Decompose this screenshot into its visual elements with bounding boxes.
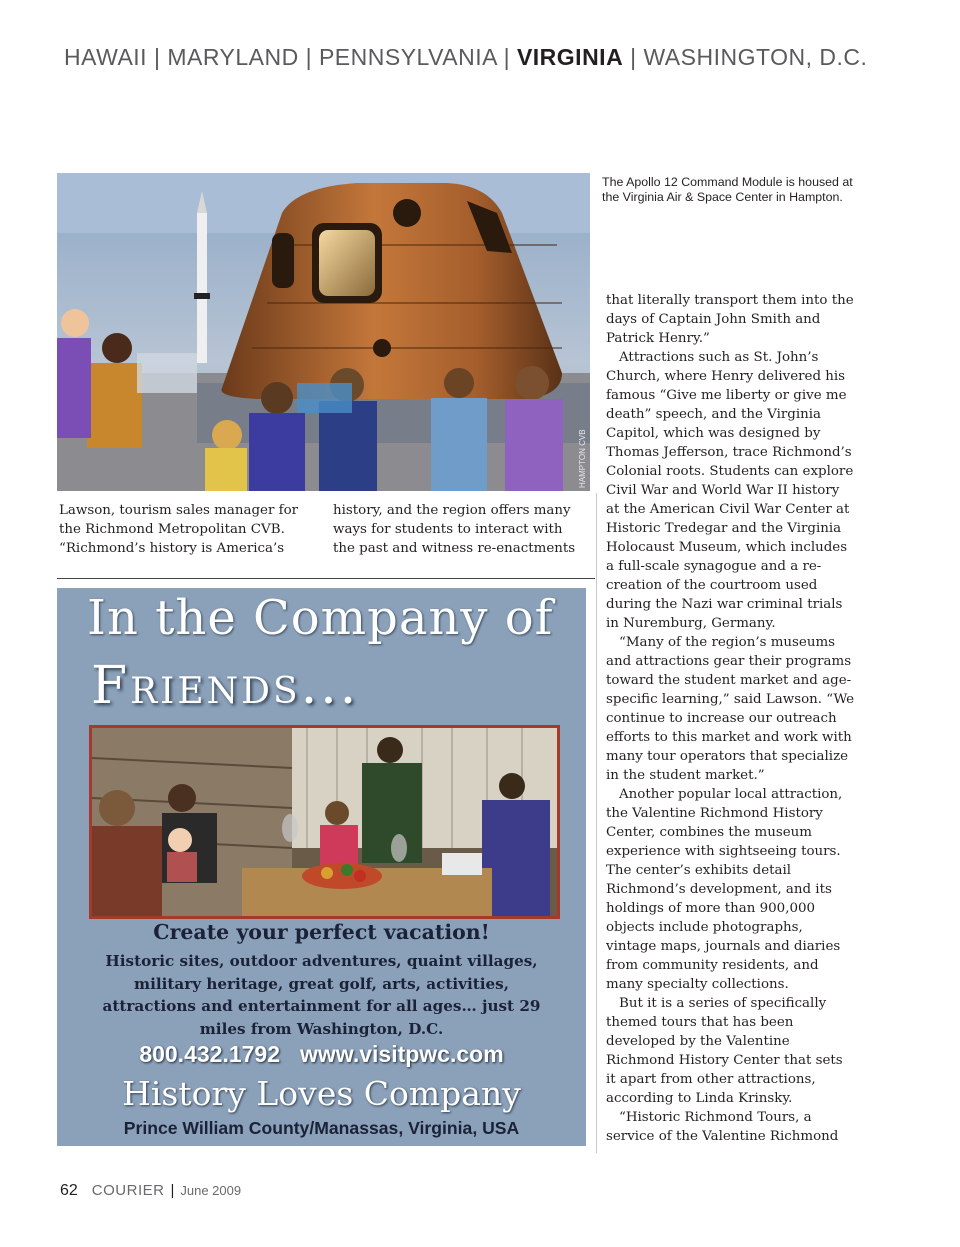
ad-phone: 800.432.1792: [139, 1041, 281, 1067]
photo-caption: The Apollo 12 Command Module is housed at the Virginia Air & Space Center in Hampton.: [602, 175, 853, 204]
article-column-c: [606, 291, 856, 1146]
ad-location: Prince William County/Manassas, Virginia, USA: [123, 1118, 520, 1138]
header-state-list: [64, 44, 904, 71]
column-divider: [596, 493, 597, 1153]
ad-contact-line: [57, 1041, 586, 1068]
header-highlight-state: VIRGINIA: [516, 44, 624, 70]
article-paragraph: “Historic Richmond Tours, a service of the Valentine Richmond: [606, 1110, 839, 1144]
ad-headline: Create your perfect vacation!: [153, 920, 490, 944]
article-column-b: [333, 501, 583, 558]
article-column-a: [59, 501, 321, 558]
header-states-after: | WASHINGTON, D.C.: [623, 44, 868, 70]
article-paragraph: Attractions such as St. John’s Church, where Henry delivered his famous “Give me liberty or give me death” speech, and the Virginia Capitol, which was designed by Thomas Jefferson, trace Richmond’s Colonial roots. Students can explore Civil War and World War II history at the American Civil War Center at Historic Tredegar and the Virginia Holocaust Museum, which includes a full-scale synagogue and a re-creation of the courtroom used during the Nazi war criminal trials in Nuremburg, Germany.: [606, 350, 854, 631]
footer-separator: |: [170, 1182, 175, 1199]
ad-photo: [89, 725, 560, 919]
article-paragraph: “Many of the region’s museums and attractions gear their programs toward the student market and age-specific learning,” said Lawson. “We continue to increase our outreach efforts to this market and work with many tour operators that specialize in the student market.”: [606, 635, 855, 783]
article-paragraph: Lawson, tourism sales manager for the Richmond Metropolitan CVB. “Richmond’s history is America’s: [59, 503, 299, 556]
ad-top-rule: [57, 578, 595, 579]
header-states-before: HAWAII | MARYLAND | PENNSYLVANIA |: [64, 44, 517, 70]
article-paragraph: that literally transport them into the days of Captain John Smith and Patrick Henry.”: [606, 293, 854, 346]
ad-website[interactable]: www.visitpwc.com: [300, 1041, 504, 1067]
page-footer: [60, 1182, 241, 1200]
page-number: 62: [60, 1182, 78, 1199]
publication-name: COURIER: [91, 1182, 165, 1199]
apollo-photo: [57, 173, 590, 491]
ad-subtext: Historic sites, outdoor adventures, quaint villages, military heritage, great golf, arts, activities, attractions and entertainment for all ages… just 29 miles from Washington, D.C.: [102, 952, 541, 1038]
article-paragraph: But it is a series of specifically themed tours that has been developed by the Valentine Richmond History Center that sets it apart from other attractions, according to Linda Krinsky.: [606, 996, 843, 1106]
ad-tagline: History Loves Company: [122, 1074, 521, 1113]
article-paragraph: history, and the region offers many ways for students to interact with the past and witness re-enactments: [333, 503, 576, 556]
photo-credit: HAMPTON CVB: [578, 429, 587, 488]
advertisement: [57, 588, 586, 1146]
article-paragraph: Another popular local attraction, the Valentine Richmond History Center, combines the museum experience with sightseeing tours. The center’s exhibits detail Richmond’s development, and its holdings of more than 900,000 objects include photographs, vintage maps, journals and diaries from community residents, and many specialty collections.: [606, 787, 843, 992]
ad-script-line: In the Company of: [87, 590, 554, 646]
ad-friends-title: Friends...: [91, 656, 360, 716]
issue-date: June 2009: [180, 1183, 242, 1198]
